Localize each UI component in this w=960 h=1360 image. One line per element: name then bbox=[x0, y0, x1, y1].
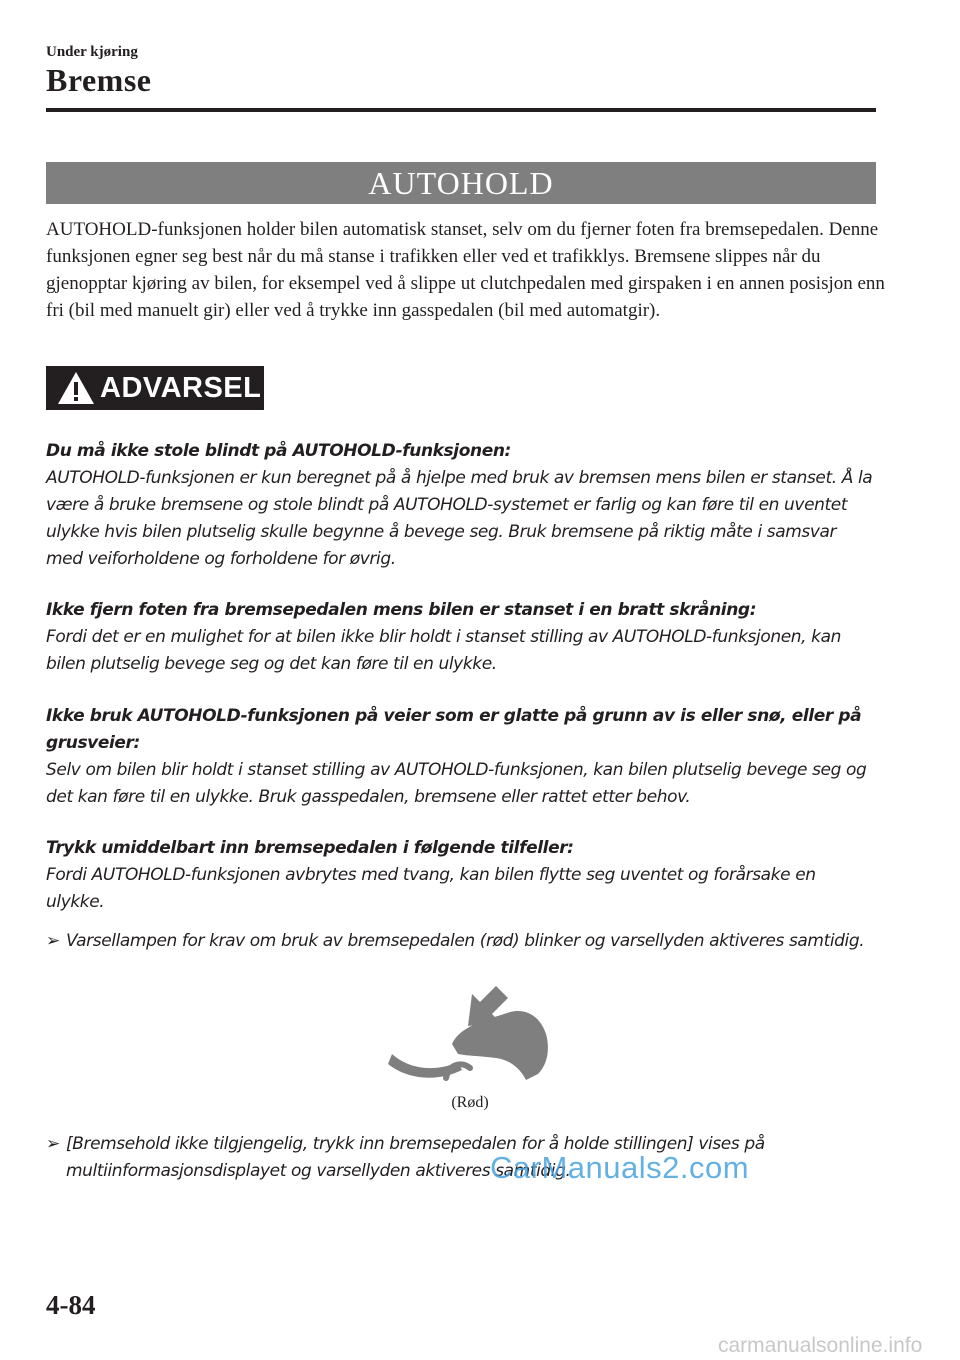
warning-text: AUTOHOLD-funksjonen er kun beregnet på å hjelpe med bruk av bremsen mens bilen er stanset. Å la være å bruke bremsene og stole blindt på AUTOHOLD-systemet er farlig og kan føre til en uventet ulykke hvis bilen plutselig skulle begynne å bevege seg. Bruk bremsene på riktig måte i samsvar med veiforholdene og forholdene for øvrig. bbox=[46, 468, 873, 569]
watermark: CarManuals2.com bbox=[490, 1150, 750, 1185]
section-title: Bremse bbox=[46, 62, 152, 98]
warning-block bbox=[46, 835, 876, 916]
warning-heading: Ikke bruk AUTOHOLD-funksjonen på veier som er glatte på grunn av is eller snø, eller på grusveier: bbox=[46, 706, 862, 753]
header-rule bbox=[46, 108, 876, 112]
warning-bullet bbox=[46, 1131, 876, 1185]
warning-triangle-icon bbox=[56, 370, 96, 406]
warning-bullet bbox=[46, 928, 876, 955]
chapter-label: Under kjøring bbox=[46, 44, 138, 60]
warning-heading: Trykk umiddelbart inn bremsepedalen i følgende tilfeller: bbox=[46, 838, 574, 858]
warning-block bbox=[46, 703, 876, 811]
topic-title-band bbox=[46, 162, 876, 204]
illustration-caption: (Rød) bbox=[451, 1094, 489, 1111]
warning-block bbox=[46, 597, 876, 678]
warning-heading: Du må ikke stole blindt på AUTOHOLD-funksjonen: bbox=[46, 441, 511, 461]
intro-paragraph: AUTOHOLD-funksjonen holder bilen automatisk stanset, selv om du fjerner foten fra bremsepedalen. Denne funksjonen egner seg best når du må stanse i trafikken eller ved et trafikklys. Bremsene slippes når du gjenopptar kjøring av bilen, for eksempel ved å slippe ut clutchpedalen med girspaken i en annen posisjon enn fri (bil med manuelt gir) eller ved å trykke inn gasspedalen (bil med automatgir). bbox=[46, 219, 885, 321]
site-watermark: carmanualsonline.info bbox=[718, 1334, 923, 1357]
topic-title: AUTOHOLD bbox=[368, 164, 554, 201]
warning-heading: Ikke fjern foten fra bremsepedalen mens bilen er stanset i en bratt skråning: bbox=[46, 600, 757, 620]
warning-text: Selv om bilen blir holdt i stanset stilling av AUTOHOLD-funksjonen, kan bilen plutselig bevege seg og det kan føre til en ulykke. Bruk gasspedalen, bremsene eller rattet etter behov. bbox=[46, 760, 867, 807]
bullet-arrow-icon: ➢ bbox=[46, 1134, 60, 1154]
brake-pedal-warning-icon bbox=[388, 982, 552, 1088]
bullet-text: Varsellampen for krav om bruk av bremsepedalen (rød) blinker og varsellyden aktiveres samtidig. bbox=[66, 931, 865, 951]
warning-label bbox=[46, 366, 264, 410]
page-number: 4-84 bbox=[46, 1290, 96, 1320]
bullet-text: [Bremsehold ikke tilgjengelig, trykk inn bremsepedalen for å holde stillingen] vises på multiinformasjonsdisplayet og varsellyden aktiveres samtidig. bbox=[66, 1134, 765, 1181]
warning-label-text: ADVARSEL bbox=[100, 371, 262, 404]
bullet-arrow-icon: ➢ bbox=[46, 931, 60, 951]
warning-text: Fordi AUTOHOLD-funksjonen avbrytes med tvang, kan bilen flytte seg uventet og forårsake en ulykke. bbox=[46, 865, 816, 912]
warning-text: Fordi det er en mulighet for at bilen ikke blir holdt i stanset stilling av AUTOHOLD-funksjonen, kan bilen plutselig bevege seg og det kan føre til en ulykke. bbox=[46, 627, 841, 674]
warning-block bbox=[46, 438, 876, 573]
